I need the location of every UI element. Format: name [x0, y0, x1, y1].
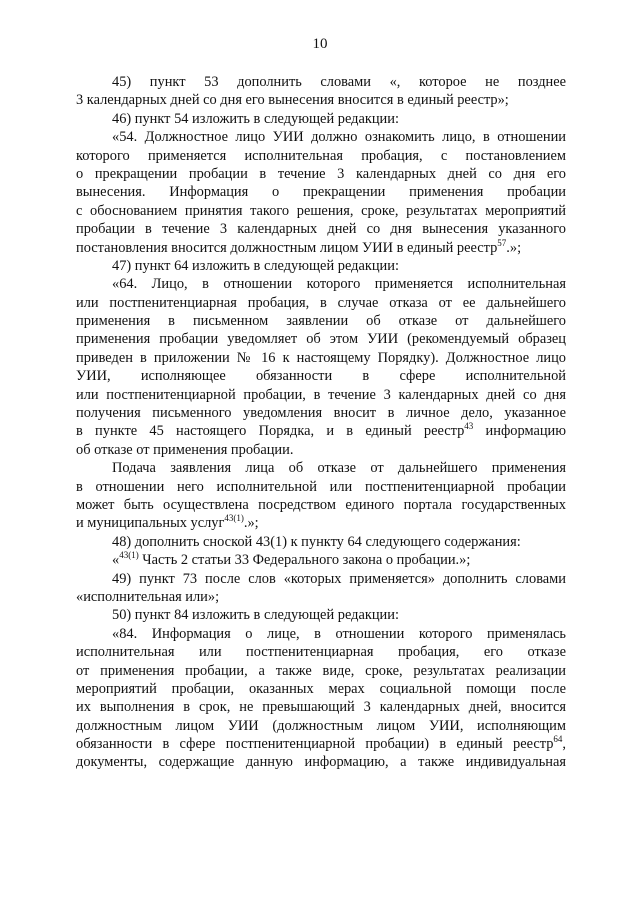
page-number: 10 [312, 36, 328, 52]
line-text: «исполнительная или»; [76, 588, 220, 605]
text-line [76, 91, 566, 109]
line-text-after: Часть 2 статьи 33 Федерального закона о пробации.»; [138, 552, 471, 569]
text-line [76, 294, 566, 312]
line-text: документы, содержащие данную информацию, а также индивидуальная [76, 754, 566, 771]
line-text: 47) пункт 64 изложить в следующей редакции: [112, 257, 399, 274]
text-line [76, 533, 566, 551]
text-line [76, 625, 566, 643]
line-text: приведен в приложении № 16 к настоящему Порядку). Должностное лицо [76, 349, 566, 366]
text-line [76, 662, 566, 680]
line-text: Подача заявления лица об отказе от дальнейшего применения [112, 460, 566, 477]
line-text: вынесения. Информация о прекращении применения пробации [76, 184, 566, 201]
text-line [76, 165, 566, 183]
text-line [76, 680, 566, 698]
text-line [76, 73, 566, 91]
line-text: может быть осуществлена посредством единого портала государственных [76, 496, 566, 513]
text-line [76, 570, 566, 588]
line-text: их выполнения в срок, не превышающий 3 календарных дней, вносится [76, 699, 566, 716]
line-text: и муниципальных услуг [76, 515, 225, 532]
line-text: 49) пункт 73 после слов «которых применяется» дополнить словами [112, 570, 566, 587]
footnote-marker: 64 [553, 734, 563, 745]
line-text: «54. Должностное лицо УИИ должно ознакомить лицо, в отношении [112, 129, 566, 146]
line-text: от применения пробации, а также виде, сроке, результатах реализации [76, 662, 566, 679]
line-text: в пункте 45 настоящего Порядка, и в единый реестр [76, 423, 465, 440]
line-text-after: .»; [506, 239, 522, 256]
line-text: которого применяется исполнительная пробация, с постановлением [76, 147, 566, 164]
text-line [76, 147, 566, 165]
footnote-marker: 43 [464, 421, 474, 432]
line-text: «64. Лицо, в отношении которого применяется исполнительная [112, 276, 566, 293]
line-text: исполнительная или постпенитенциарная пробация, его отказе [76, 644, 566, 661]
text-line [76, 110, 566, 128]
text-line [76, 514, 566, 532]
line-text: « [112, 552, 120, 569]
line-text: «84. Информация о лице, в отношении которого применялась [112, 625, 566, 642]
document-body [76, 73, 566, 772]
line-text: должностным лицом УИИ (должностным лицом УИИ, исполняющим [76, 717, 566, 734]
text-line [76, 367, 566, 385]
text-line [76, 496, 566, 514]
line-text-after: .»; [243, 515, 259, 532]
footnote-marker: 57 [497, 237, 507, 248]
text-line [76, 551, 566, 569]
line-text: УИИ, исполняющее обязанности в сфере исполнительной [76, 368, 566, 385]
text-line [76, 422, 566, 440]
line-text: 50) пункт 84 изложить в следующей редакции: [112, 607, 399, 624]
text-line [76, 478, 566, 496]
text-line [76, 588, 566, 606]
line-text: 45) пункт 53 дополнить словами «, которое не позднее [112, 74, 566, 90]
line-text: или постпенитенциарная пробация, в случае отказа от ее дальнейшего [76, 294, 566, 311]
line-text: 48) дополнить сноской 43(1) к пункту 64 следующего содержания: [112, 533, 521, 550]
text-line [76, 441, 566, 459]
line-text: 3 календарных дней со дня его вынесения вносится в единый реестр»; [76, 92, 509, 109]
line-text: 46) пункт 54 изложить в следующей редакции: [112, 110, 399, 127]
text-line [76, 128, 566, 146]
text-line [76, 606, 566, 624]
line-text: обязанности в сфере постпенитенциарной пробации) в единый реестр [76, 736, 554, 753]
text-line [76, 330, 566, 348]
text-line [76, 239, 566, 257]
line-text-after: , [562, 736, 566, 753]
line-text: о прекращении пробации в течение 3 календарных дней со дня его [76, 165, 566, 182]
line-text: или постпенитенциарной пробации, в течение 3 календарных дней со дня [76, 386, 566, 403]
text-line [76, 257, 566, 275]
line-text: пробации в течение 3 календарных дней со дня вынесения указанного [76, 221, 566, 238]
text-line [76, 220, 566, 238]
text-line [76, 349, 566, 367]
text-line [76, 717, 566, 735]
footnote-marker: 43(1) [224, 513, 244, 524]
text-line [76, 735, 566, 753]
line-text: с обоснованием принятия такого решения, сроке, результатах мероприятий [76, 202, 566, 219]
text-line [76, 183, 566, 201]
text-line [76, 404, 566, 422]
text-line [76, 202, 566, 220]
text-line [76, 698, 566, 716]
line-text-after: информацию [473, 423, 567, 440]
text-line [76, 386, 566, 404]
line-text: применения в письменном заявлении об отказе от дальнейшего [76, 313, 566, 330]
line-text: постановления вносится должностным лицом УИИ в единый реестр [76, 239, 498, 256]
text-line [76, 459, 566, 477]
line-text: мероприятий пробации, оказанных мерах социальной помощи после [76, 680, 566, 697]
text-line [76, 643, 566, 661]
line-text: об отказе от применения пробации. [76, 441, 294, 458]
line-text: применения пробации уведомляет об этом УИИ (рекомендуемый образец [76, 331, 566, 348]
text-line [76, 312, 566, 330]
footnote-marker: 43(1) [119, 550, 139, 561]
line-text: в отношении него исполнительной или постпенитенциарной пробации [76, 478, 566, 495]
text-line [76, 753, 566, 771]
text-line [76, 275, 566, 293]
line-text: получения письменного уведомления вносит в личное дело, указанное [76, 405, 566, 422]
